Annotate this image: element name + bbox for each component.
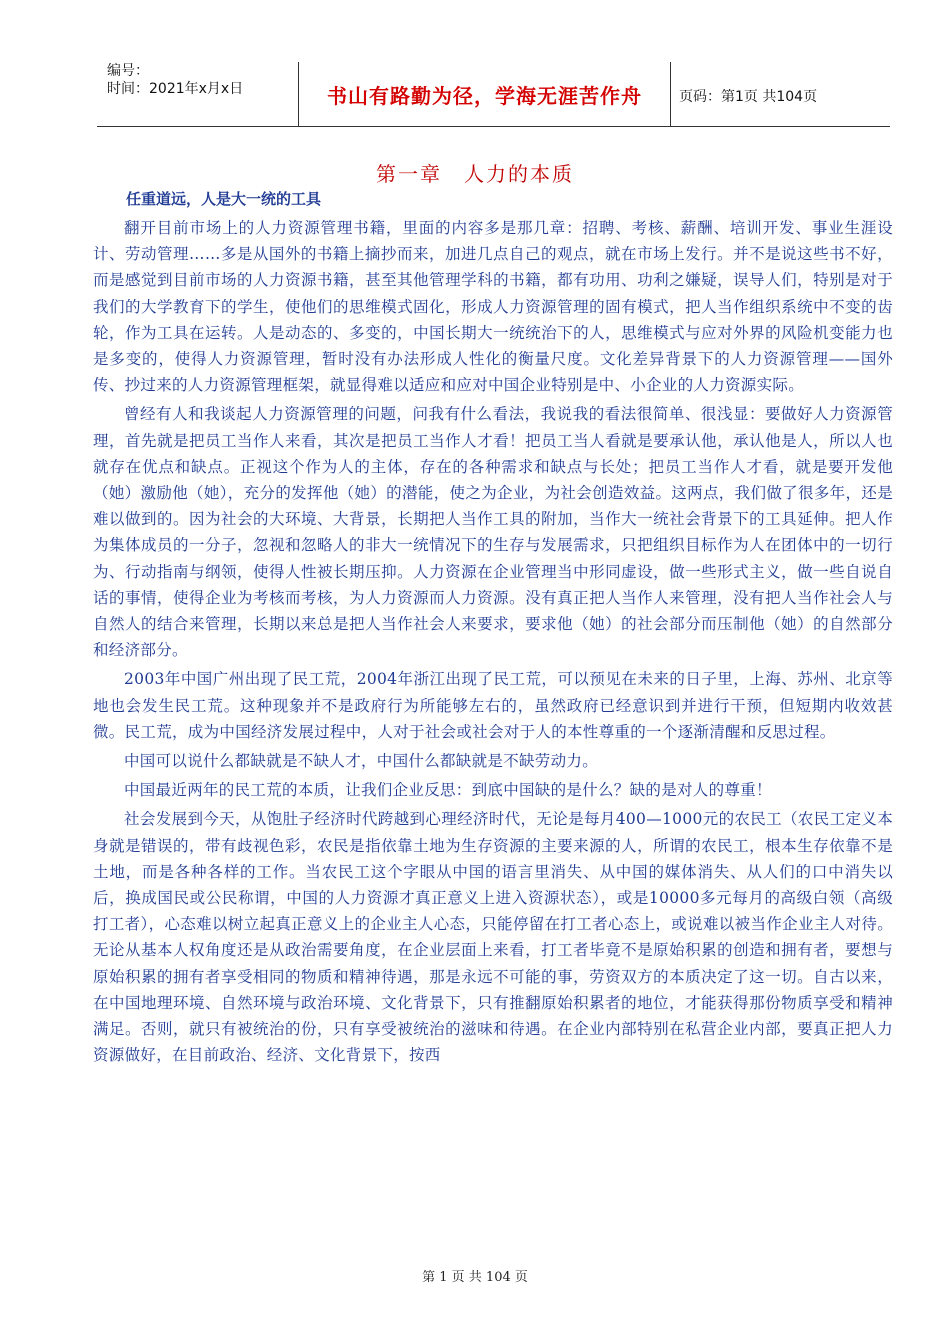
header-motto: 书山有路勤为径，学海无涯苦作舟 <box>298 62 671 126</box>
document-number-label: 编号： <box>107 63 149 79</box>
paragraph: 翻开目前市场上的人力资源管理书籍，里面的内容多是那几章：招聘、考核、薪酬、培训开发、事业生涯设计、劳动管理……多是从国外的书籍上摘抄而来，加进几点自己的观点，就在市场上发行。并不是说这些书不好，而是感觉到目前市场的人力资源书籍，甚至其他管理学科的书籍，都有功用、功利之嫌疑，误导人们，特别是对于我们的大学教育下的学生，使他们的思维模式固化，形成人力资源管理的固有模式，把人当作组织系统中不变的齿轮，作为工具在运转。人是动态的、多变的，中国长期大一统统治下的人，思维模式与应对外界的风险机变能力也是多变的，使得人力资源管理，暂时没有办法形成人性化的衡量尺度。文化差异背景下的人力资源管理——国外传、抄过来的人力资源管理框架，就显得难以适应和应对中国企业特别是中、小企业的人力资源实际。 <box>93 219 893 395</box>
section-title: 任重道远，人是大一统的工具 <box>126 190 322 208</box>
paragraph: 2003年中国广州出现了民工荒，2004年浙江出现了民工荒，可以预见在未来的日子里，上海、苏州、北京等地也会发生民工荒。这种现象并不是政府行为所能够左右的，虽然政府已经意识到并进行干预，但短期内收效甚微。民工荒，成为中国经济发展过程中，人对于社会或社会对于人的本性尊重的一个逐渐清醒和反思过程。 <box>93 670 893 741</box>
paragraph: 曾经有人和我谈起人力资源管理的问题，问我有什么看法，我说我的看法很简单、很浅显：要做好人力资源管理，首先就是把员工当作人来看，其次是把员工当作人才看！把员工当人看就是要承认他，承认他是人，所以人也就存在优点和缺点。正视这个作为人的主体，存在的各种需求和缺点与长处；把员工当作人才看，就是要开发他（她）激励他（她），充分的发挥他（她）的潜能，使之为企业，为社会创造效益。这两点，我们做了很多年，还是难以做到的。因为社会的大环境、大背景，长期把人当作工具的附加，当作大一统社会背景下的工具延伸。把人作为集体成员的一分子，忽视和忽略人的非大一统情况下的生存与发展需求，只把组织目标作为人在团体中的一切行为、行动指南与纲领，使得人性被长期压抑。人力资源在企业管理当中形同虚设，做一些形式主义，做一些自说自话的事情，使得企业为考核而考核，为人力资源而人力资源。没有真正把人当作人来管理，没有把人当作社会人与自然人的结合来管理，长期以来总是把人当作社会人来要求，要求他（她）的社会部分而压制他（她）的自然部分和经济部分。 <box>93 405 893 660</box>
paragraph: 社会发展到今天，从饱肚子经济时代跨越到心理经济时代，无论是每月400—1000元的农民工（农民工定义本身就是错误的，带有歧视色彩，农民是指依靠土地为生存资源的主要来源的人，所谓的农民工，根本生存依靠不是土地，而是各种各样的工作。当农民工这个字眼从中国的语言里消失、从中国的媒体消失、从人们的口中消失以后，换成国民或公民称谓，中国的人力资源才真正意义上进入资源状态），或是10000多元每月的高级白领（高级打工者），心态难以树立起真正意义上的企业主人心态，只能停留在打工者心态上，或说难以被当作企业主人对待。无论从基本人权角度还是从政治需要角度，在企业层面上来看，打工者毕竟不是原始积累的创造和拥有者，要想与原始积累的拥有者享受相同的物质和精神待遇，那是永远不可能的事，劳资双方的本质决定了这一切。自古以来，在中国地理环境、自然环境与政治环境、文化背景下，只有推翻原始积累者的地位，才能获得那份物质享受和精神满足。否则，就只有被统治的份，只有享受被统治的滋味和待遇。在企业内部特别在私营企业内部，要真正把人力资源做好，在目前政治、经济、文化背景下，按西 <box>93 810 893 1065</box>
paragraph: 中国最近两年的民工荒的本质，让我们企业反思：到底中国缺的是什么？缺的是对人的尊重！ <box>124 781 772 800</box>
chapter-title: 第一章 人力的本质 <box>376 162 574 186</box>
header-page-info: 页码：第1页 共104页 <box>679 89 818 105</box>
paragraph: 中国可以说什么都缺就是不缺人才，中国什么都缺就是不缺劳动力。 <box>124 752 599 771</box>
header-meta <box>107 62 297 98</box>
document-time-label: 时间：2021年x月x日 <box>107 81 244 97</box>
page-footer: 第 1 页 共 104 页 <box>422 1270 528 1285</box>
page-header <box>97 62 890 127</box>
body-text <box>93 215 893 1072</box>
